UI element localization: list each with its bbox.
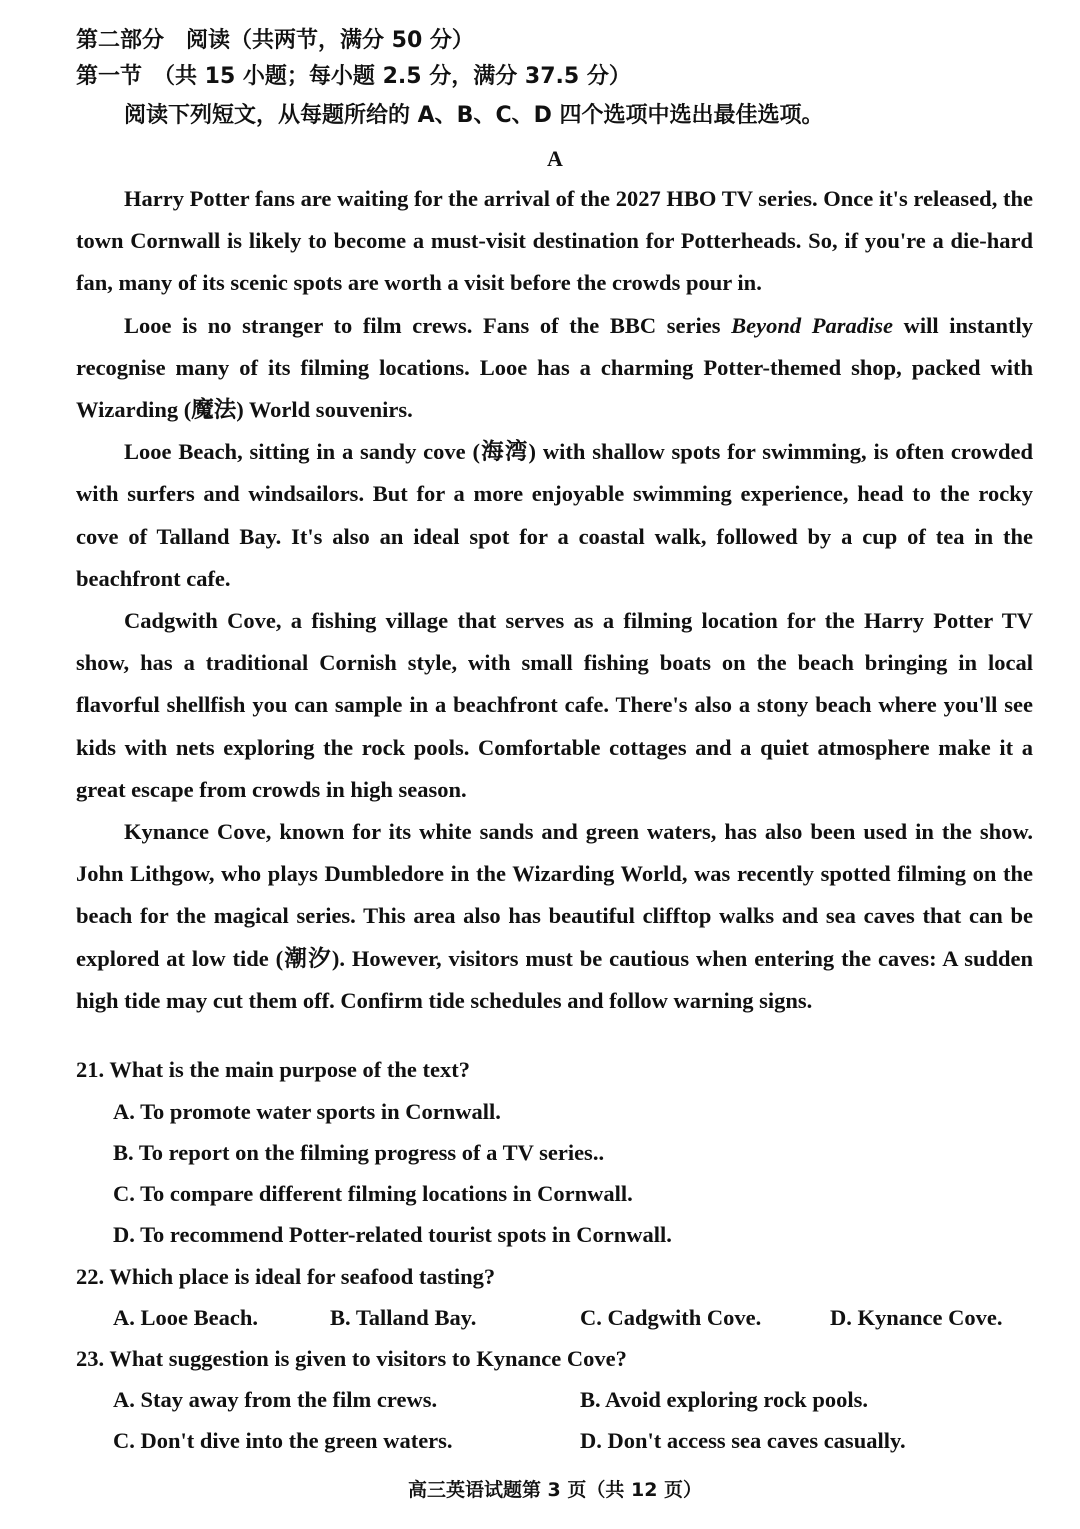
passage-body bbox=[76, 178, 1033, 1022]
question-21-option-d: D. To recommend Potter-related tourist spots in Cornwall. bbox=[113, 1222, 672, 1247]
question-23-stem: 23. What suggestion is given to visitors to Kynance Cove? bbox=[76, 1346, 627, 1371]
question-22-option-a: A. Looe Beach. bbox=[113, 1305, 258, 1330]
question-22-option-b: B. Talland Bay. bbox=[330, 1305, 477, 1330]
question-23-option-a: A. Stay away from the film crews. bbox=[113, 1387, 438, 1412]
question-23-option-b: B. Avoid exploring rock pools. bbox=[580, 1387, 868, 1412]
passage-paragraph-2 bbox=[76, 305, 1033, 432]
paragraph-2-part-2: will instantly recognise many of its filming locations. Looe has a charming Potter-themed shop, packed with Wizarding (魔法) World souvenirs. bbox=[76, 312, 1033, 423]
question-22-stem: 22. Which place is ideal for seafood tasting? bbox=[76, 1264, 496, 1289]
question-21-stem: 21. What is the main purpose of the text? bbox=[76, 1057, 470, 1082]
passage-paragraph-4: Cadgwith Cove, a fishing village that serves as a filming location for the Harry Potter TV show, has a traditional Cornish style, with small fishing boats on the beach bringing in local flavorful shellfish you can sample in a beachfront cafe. There's also a stony beach where you'll see kids with nets exploring the rock pools. Comfortable cottages and a quiet atmosphere make it a great escape from crowds in high season. bbox=[76, 608, 1033, 802]
paragraph-2-part-1: Looe is no stranger to film crews. Fans of the BBC series bbox=[124, 312, 732, 338]
passage-label: A bbox=[547, 146, 563, 171]
instruction: 阅读下列短文，从每题所给的 A、B、C、D 四个选项中选出最佳选项。 bbox=[124, 103, 824, 128]
passage-paragraph-1: Harry Potter fans are waiting for the arrival of the 2027 HBO TV series. Once it's released, the town Cornwall is likely to become a must-visit destination for Potterheads. So, if you're a die-hard fan, many of its scenic spots are worth a visit before the crowds pour in. bbox=[76, 186, 1033, 296]
series-title-italic: Beyond Paradise bbox=[731, 312, 893, 338]
question-22-option-d: D. Kynance Cove. bbox=[830, 1305, 1003, 1330]
question-23-option-c: C. Don't dive into the green waters. bbox=[113, 1428, 453, 1453]
passage-paragraph-3: Looe Beach, sitting in a sandy cove (海湾) with shallow spots for swimming, is often crowded with surfers and windsailors. But for a more enjoyable swimming experience, head to the rocky cove of Talland Bay. It's also an ideal spot for a coastal walk, followed by a cup of tea in the beachfront cafe. bbox=[76, 439, 1033, 591]
passage-paragraph-5: Kynance Cove, known for its white sands and green waters, has also been used in the show. John Lithgow, who plays Dumbledore in the Wizarding World, was recently spotted filming on the beach for the magical series. This area also has beautiful clifftop walks and sea caves that can be explored at low tide (潮汐). However, visitors must be cautious when entering the caves: A sudden high tide may cut them off. Confirm tide schedules and follow warning signs. bbox=[76, 819, 1033, 1013]
question-21-option-c: C. To compare different filming locations in Cornwall. bbox=[113, 1181, 633, 1206]
question-21-option-a: A. To promote water sports in Cornwall. bbox=[113, 1099, 501, 1124]
question-23-option-d: D. Don't access sea caves casually. bbox=[580, 1428, 906, 1453]
part-title: 第二部分 阅读（共两节，满分 50 分） bbox=[76, 28, 474, 53]
page-footer: 高三英语试题第 3 页（共 12 页） bbox=[407, 1479, 703, 1501]
question-22-option-c: C. Cadgwith Cove. bbox=[580, 1305, 762, 1330]
question-21-option-b: B. To report on the filming progress of a TV series.. bbox=[113, 1140, 605, 1165]
section-title: 第一节 （共 15 小题；每小题 2.5 分，满分 37.5 分） bbox=[76, 64, 631, 89]
